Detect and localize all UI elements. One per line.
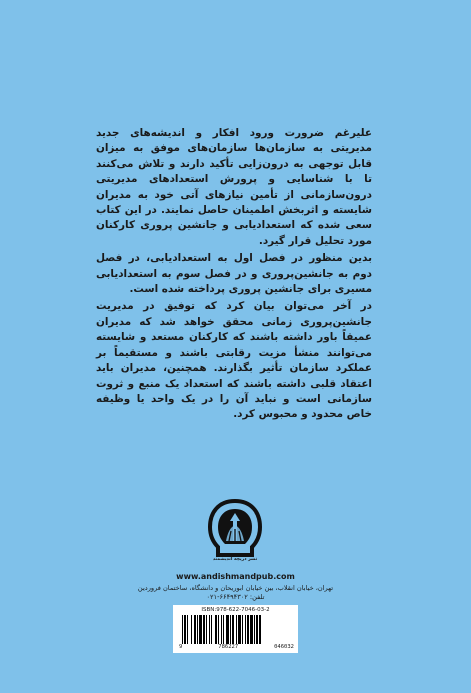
- barcode-bar: [232, 615, 234, 644]
- barcode-bar: [238, 615, 241, 644]
- barcode-bar: [236, 615, 237, 644]
- barcode-bar: [182, 615, 183, 644]
- barcode-bar: [242, 615, 243, 644]
- blurb-paragraph-2: بدین منظور در فصل اول به استعدادیابی، در فصل دوم به جانشین‌پروری و در فصل سوم به استعدادیابی مسیری برای جانشین پروری پرداخته شده است.: [96, 252, 372, 296]
- barcode-digits: [179, 644, 294, 650]
- barcode-bar: [230, 615, 231, 644]
- barcode-bar: [187, 615, 188, 644]
- barcode-bar: [209, 615, 210, 644]
- barcode-bar: [184, 615, 186, 644]
- isbn-barcode: [173, 605, 298, 653]
- barcode-digits-left: 786227: [218, 644, 239, 650]
- blurb-paragraph-3: در آخر می‌توان بیان کرد که توفیق در مدیریت جانشین‌پروری زمانی محقق خواهد شد که مدیران عمیقاً باور داشته باشند که کارکنان مستعد و شایسته می‌توانند منشأ مزیت رقابتی باشند و مستقیماً بر عملکرد سازمان تأثیر بگذارند. همچنین، مدیران باید اعتقاد قلبی داشته باشند که استعداد یک منبع و ثروت سازمانی است و نباید آن را در یک واحد یا وظیفه خاص محدود و محبوس کرد.: [96, 300, 372, 421]
- barcode-bar: [211, 615, 212, 644]
- barcode-bar: [245, 615, 246, 644]
- barcode-bar: [259, 615, 261, 644]
- barcode-bars: [182, 615, 290, 644]
- barcode-bar: [218, 615, 219, 644]
- isbn-text: ISBN:978-622-7046-03-2: [201, 607, 270, 613]
- publisher-logo-text: نشر دریچه اندیشمند: [212, 557, 258, 562]
- barcode-bar: [191, 615, 192, 644]
- address-line: تهران، خیابان انقلاب، بین خیابان ابوریحان و دانشگاه، ساختمان فروردین: [137, 584, 334, 592]
- phone-line: تلفن: ۶۶۴۹۴۳۰۲-۰۲۱: [206, 593, 265, 601]
- barcode-bar: [206, 615, 207, 644]
- barcode-bar: [194, 615, 196, 644]
- barcode-bar: [221, 615, 222, 644]
- back-cover-blurb: [96, 126, 372, 425]
- blurb-paragraph-1: علیرغم ضرورت ورود افکار و اندیشه‌های جدید مدیریتی به سازمان‌ها سازمان‌های موفق به میزان قابل توجهی به درون‌زایی تأکید دارند و تلاش می‌کنند تا با شناسایی و پرورش استعدادهای مدیریتی درون‌سازمانی از تأمین نیازهای آتی خود به مدیران شایسته و اثربخش اطمینان حاصل نمایند. در این کتاب سعی شده که استعدادیابی و جانشین پروری کارکنان مورد تحلیل قرار گیرد.: [96, 127, 372, 247]
- barcode-bar: [254, 615, 255, 644]
- barcode-digit-prefix: 9: [179, 644, 183, 650]
- barcode-digits-right: 046032: [274, 644, 294, 650]
- barcode-bar: [199, 615, 202, 644]
- barcode-bar: [215, 615, 217, 644]
- barcode-bar: [197, 615, 198, 644]
- barcode-bar: [256, 615, 258, 644]
- barcode-bar: [250, 615, 253, 644]
- barcode-bar: [226, 615, 229, 644]
- publisher-website[interactable]: www.andishmandpub.com: [176, 572, 295, 581]
- barcode-bar: [223, 615, 224, 644]
- barcode-bar: [203, 615, 205, 644]
- publisher-logo-icon: [204, 499, 266, 563]
- publisher-address: [0, 584, 471, 602]
- barcode-bar: [247, 615, 249, 644]
